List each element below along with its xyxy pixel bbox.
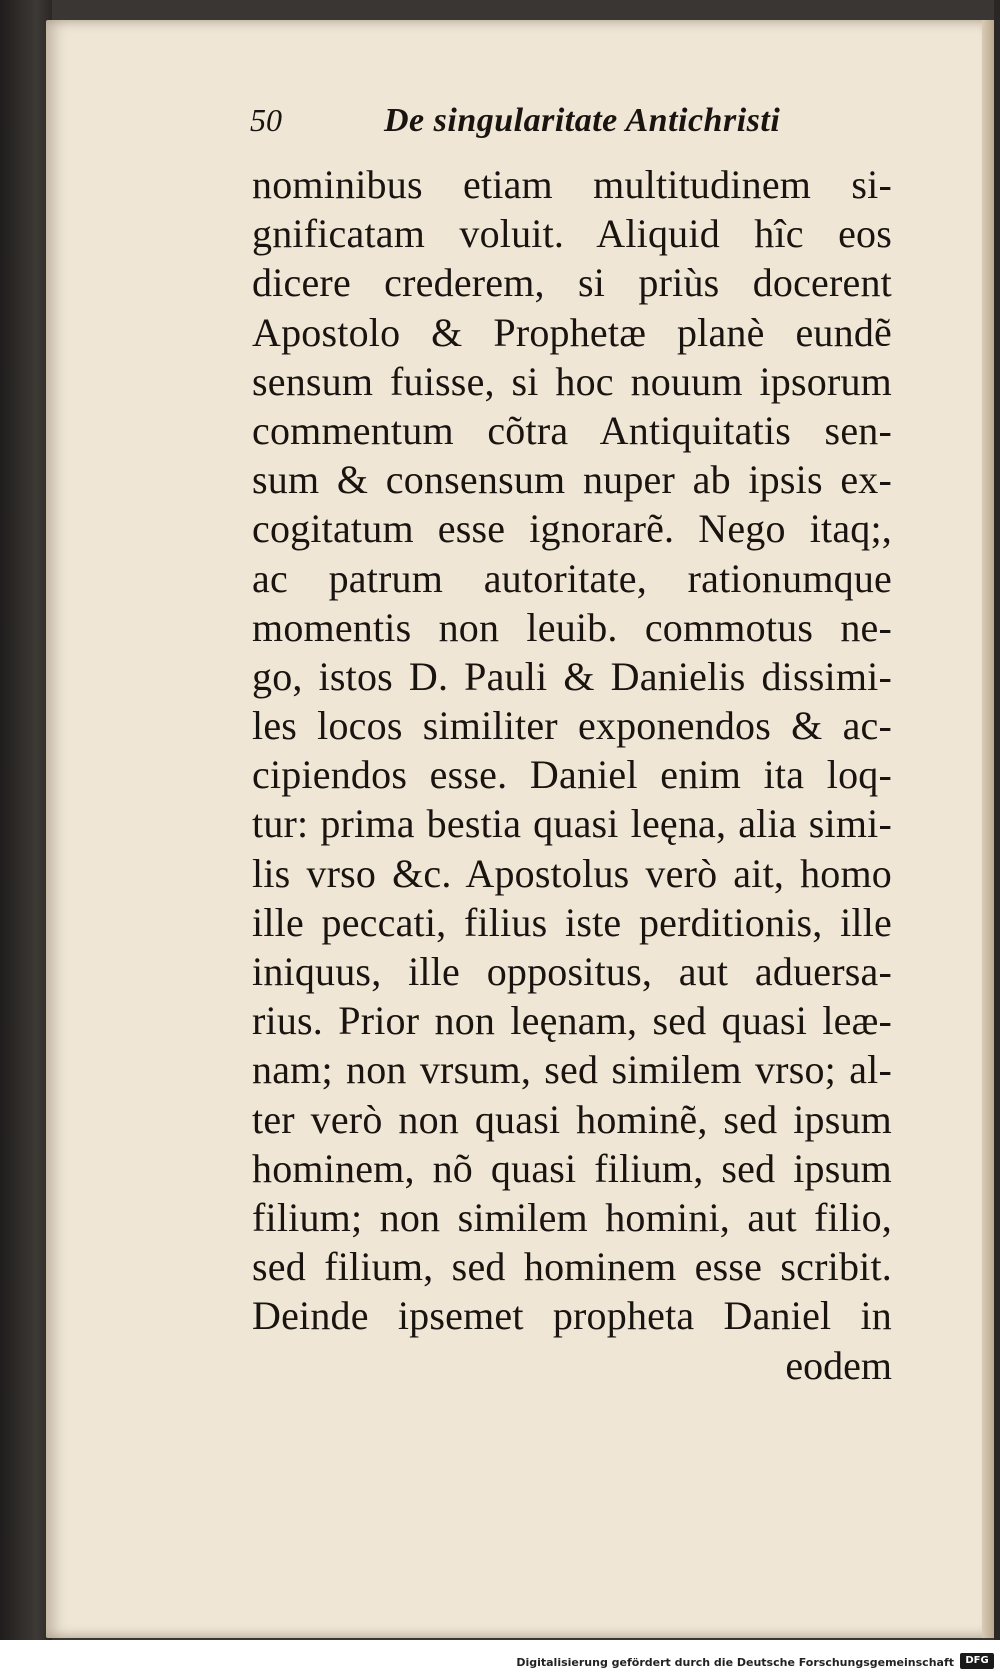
text-line: lis vrso &c. Apostolus verò ait, homo — [252, 850, 892, 896]
scan-right-edge — [994, 0, 1000, 1640]
running-head: De singularitate Antichristi — [384, 102, 781, 139]
page-number: 50 — [250, 102, 282, 138]
text-line: go, istos D. Pauli & Danielis dissimi- — [252, 653, 892, 699]
text-line: momentis non leuib. commotus ne- — [252, 604, 892, 650]
text-line: filium; non similem homini, aut filio, — [252, 1194, 892, 1240]
text-line: sum & consensum nuper ab ipsis ex- — [252, 457, 892, 503]
text-line: hominem, nõ quasi filium, sed ipsum — [252, 1145, 892, 1191]
text-block — [252, 160, 892, 1390]
text-line: ter verò non quasi hominẽ, sed ipsum — [252, 1096, 892, 1142]
text-line: commentum cõtra Antiquitatis sen- — [252, 407, 892, 453]
dfg-logo: DFG — [960, 1653, 994, 1669]
digitization-footer — [0, 1640, 1000, 1679]
text-line: cogitatum esse ignorarẽ. Nego itaq;, — [252, 506, 892, 552]
text-line: cipiendos esse. Daniel enim ita loq- — [252, 752, 892, 798]
text-line: rius. Prior non leęnam, sed quasi leæ- — [252, 998, 892, 1044]
text-line: Apostolo & Prophetæ planè eundẽ — [252, 309, 892, 355]
page-edges — [982, 20, 994, 1638]
text-line: sensum fuisse, si hoc nouum ipsorum — [252, 358, 892, 404]
catchword: eodem — [785, 1342, 892, 1388]
text-line: iniquus, ille oppositus, aut aduersa- — [252, 949, 892, 994]
footer-credit: Digitalisierung gefördert durch die Deutsche Forschungsgemeinschaft — [516, 1656, 954, 1669]
text-line: nominibus etiam multitudinem si- — [252, 162, 892, 207]
binding-edge — [0, 0, 52, 1640]
text-line: dicere crederem, si priùs docerent — [252, 260, 892, 306]
text-line: sed filium, sed hominem esse scribit. — [252, 1244, 892, 1290]
text-line: ille peccati, filius iste perditionis, ille — [252, 899, 892, 945]
text-line: gnificatam voluit. Aliquid hîc eos — [252, 211, 892, 257]
text-line: ac patrum autoritate, rationumque — [252, 555, 892, 601]
text-line: nam; non vrsum, sed similem vrso; al- — [252, 1047, 892, 1093]
page-header — [250, 102, 810, 148]
text-line: les locos similiter exponendos & ac- — [252, 703, 892, 749]
text-line: Deinde ipsemet propheta Daniel in — [252, 1293, 892, 1339]
text-line: tur: prima bestia quasi leęna, alia simi- — [252, 801, 892, 847]
